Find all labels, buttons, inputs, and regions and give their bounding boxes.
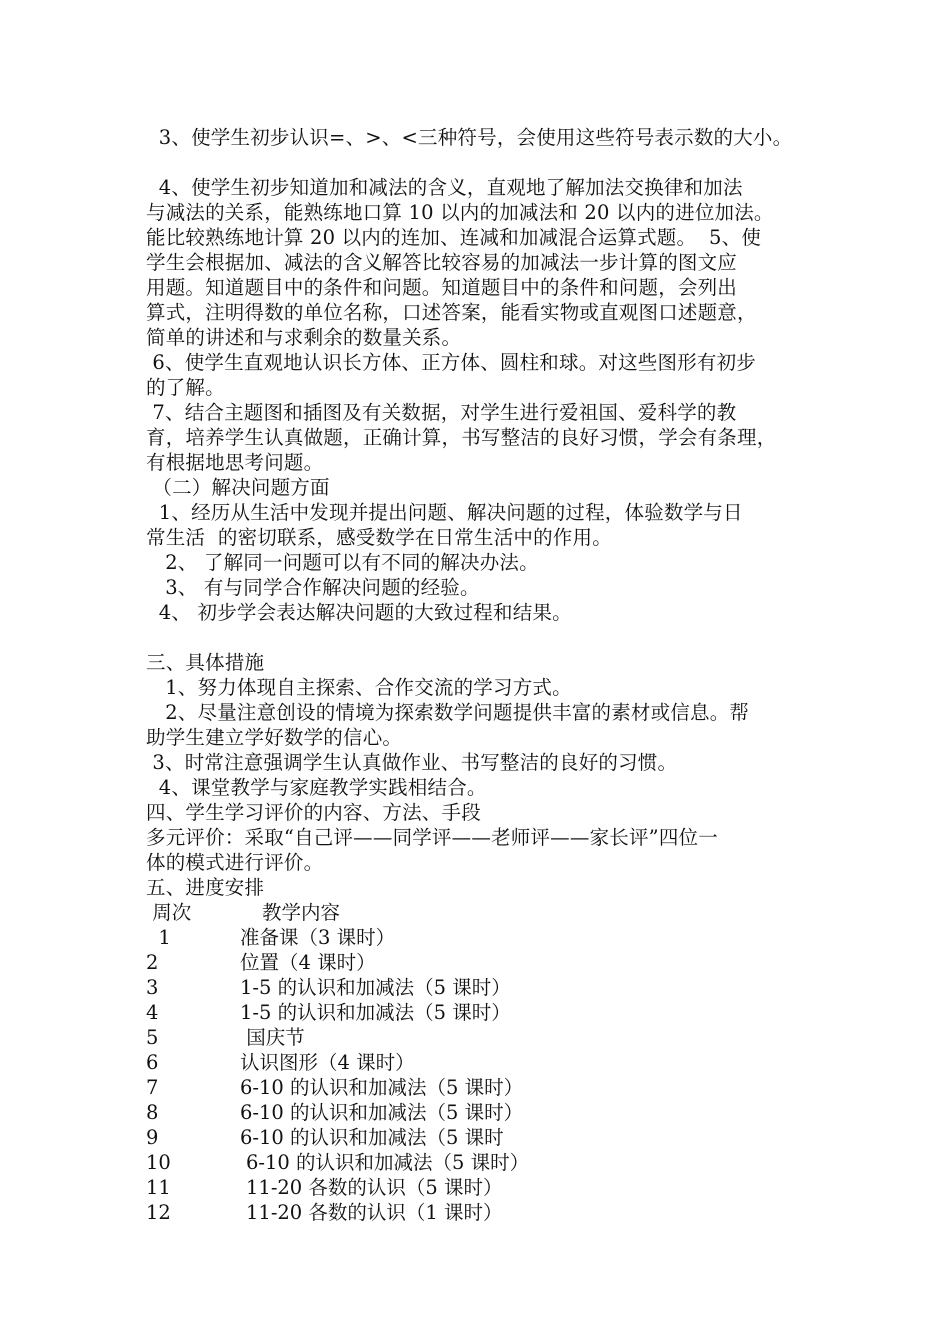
schedule-content: 6-10 的认识和加减法（5 课时） [246, 1151, 530, 1174]
schedule-week: 2 [146, 951, 159, 974]
problem-solving-3: 3、 有与同学合作解决问题的经验。 [146, 576, 480, 599]
schedule-content: 6-10 的认识和加减法（5 课时） [240, 1101, 524, 1124]
measure-2-line-2: 助学生建立学好数学的信心。 [146, 726, 403, 749]
schedule-week: 3 [146, 976, 159, 999]
objective-3: 3、使学生初步认识=、>、<三种符号，会使用这些符号表示数的大小。 [146, 126, 793, 149]
schedule-week: 11 [146, 1176, 171, 1199]
objective-4-line-3: 能比较熟练地计算 20 以内的连加、连减和加减混合运算式题。 5、使 [146, 226, 762, 249]
schedule-content: 1-5 的认识和加减法（5 课时） [240, 1001, 511, 1024]
schedule-content: 11-20 各数的认识（5 课时） [246, 1176, 503, 1199]
problem-solving-2: 2、 了解同一问题可以有不同的解决办法。 [146, 551, 539, 574]
schedule-content: 6-10 的认识和加减法（5 课时 [240, 1126, 504, 1149]
schedule-content: 准备课（3 课时） [240, 926, 396, 949]
evaluation-line-1: 多元评价：采取“自己评——同学评——老师评——家长评”四位一 [146, 826, 718, 849]
measure-2-line-1: 2、尽量注意创设的情境为探索数学问题提供丰富的素材或信息。帮 [146, 701, 750, 724]
schedule-content: 11-20 各数的认识（1 课时） [246, 1201, 503, 1224]
evaluation-line-2: 体的模式进行评价。 [146, 851, 324, 874]
schedule-week: 10 [146, 1151, 171, 1174]
objective-7-line-2: 育，培养学生认真做题，正确计算，书写整洁的良好习惯，学会有条理， [146, 426, 777, 449]
section-heading-measures: 三、具体措施 [146, 651, 265, 674]
objective-5-line-4: 简单的讲述和与求剩余的数量关系。 [146, 326, 462, 349]
schedule-week: 6 [146, 1051, 159, 1074]
objective-5-line-2: 用题。知道题目中的条件和问题。知道题目中的条件和问题，会列出 [146, 276, 738, 299]
objective-7-line-1: 7、结合主题图和插图及有关数据，对学生进行爱祖国、爱科学的教 [146, 401, 737, 424]
objective-5-line-3: 算式，注明得数的单位名称，口述答案，能看实物或直观图口述题意， [146, 301, 757, 324]
section-heading-evaluation: 四、学生学习评价的内容、方法、手段 [146, 801, 481, 824]
schedule-content: 1-5 的认识和加减法（5 课时） [240, 976, 511, 999]
schedule-content: 6-10 的认识和加减法（5 课时） [240, 1076, 524, 1099]
schedule-week: 12 [146, 1201, 171, 1224]
measure-3: 3、时常注意强调学生认真做作业、书写整洁的良好的习惯。 [146, 751, 678, 774]
schedule-week: 9 [146, 1126, 159, 1149]
schedule-week: 8 [146, 1101, 159, 1124]
schedule-content: 认识图形（4 课时） [240, 1051, 415, 1074]
schedule-header-week: 周次 [146, 901, 192, 924]
measure-4: 4、课堂教学与家庭教学实践相结合。 [146, 776, 487, 799]
schedule-header-content: 教学内容 [262, 901, 341, 924]
problem-solving-1-line-1: 1、经历从生活中发现并提出问题、解决问题的过程，体验数学与日 [146, 501, 743, 524]
measure-1: 1、努力体现自主探索、合作交流的学习方式。 [146, 676, 572, 699]
schedule-week: 4 [146, 1001, 159, 1024]
objective-6-line-2: 的了解。 [146, 376, 225, 399]
problem-solving-1-line-2: 常生活 的密切联系，感受数学在日常生活中的作用。 [146, 526, 612, 549]
subsection-heading-problem-solving: （二）解决问题方面 [146, 476, 330, 499]
schedule-content: 位置（4 课时） [240, 951, 376, 974]
objective-4-line-2: 与减法的关系，能熟练地口算 10 以内的加减法和 20 以内的进位加法。 [146, 201, 774, 224]
schedule-content: 国庆节 [240, 1026, 305, 1049]
objective-6-line-1: 6、使学生直观地认识长方体、正方体、圆柱和球。对这些图形有初步 [146, 351, 757, 374]
objective-5-line-1: 学生会根据加、减法的含义解答比较容易的加减法一步计算的图文应 [146, 251, 738, 274]
objective-4-line-1: 4、使学生初步知道加和减法的含义，直观地了解加法交换律和加法 [146, 176, 743, 199]
section-heading-schedule: 五、进度安排 [146, 876, 265, 899]
schedule-week: 5 [146, 1026, 159, 1049]
problem-solving-4: 4、 初步学会表达解决问题的大致过程和结果。 [146, 601, 572, 624]
schedule-week: 7 [146, 1076, 159, 1099]
objective-7-line-3: 有根据地思考问题。 [146, 451, 324, 474]
schedule-week: 1 [146, 926, 171, 949]
